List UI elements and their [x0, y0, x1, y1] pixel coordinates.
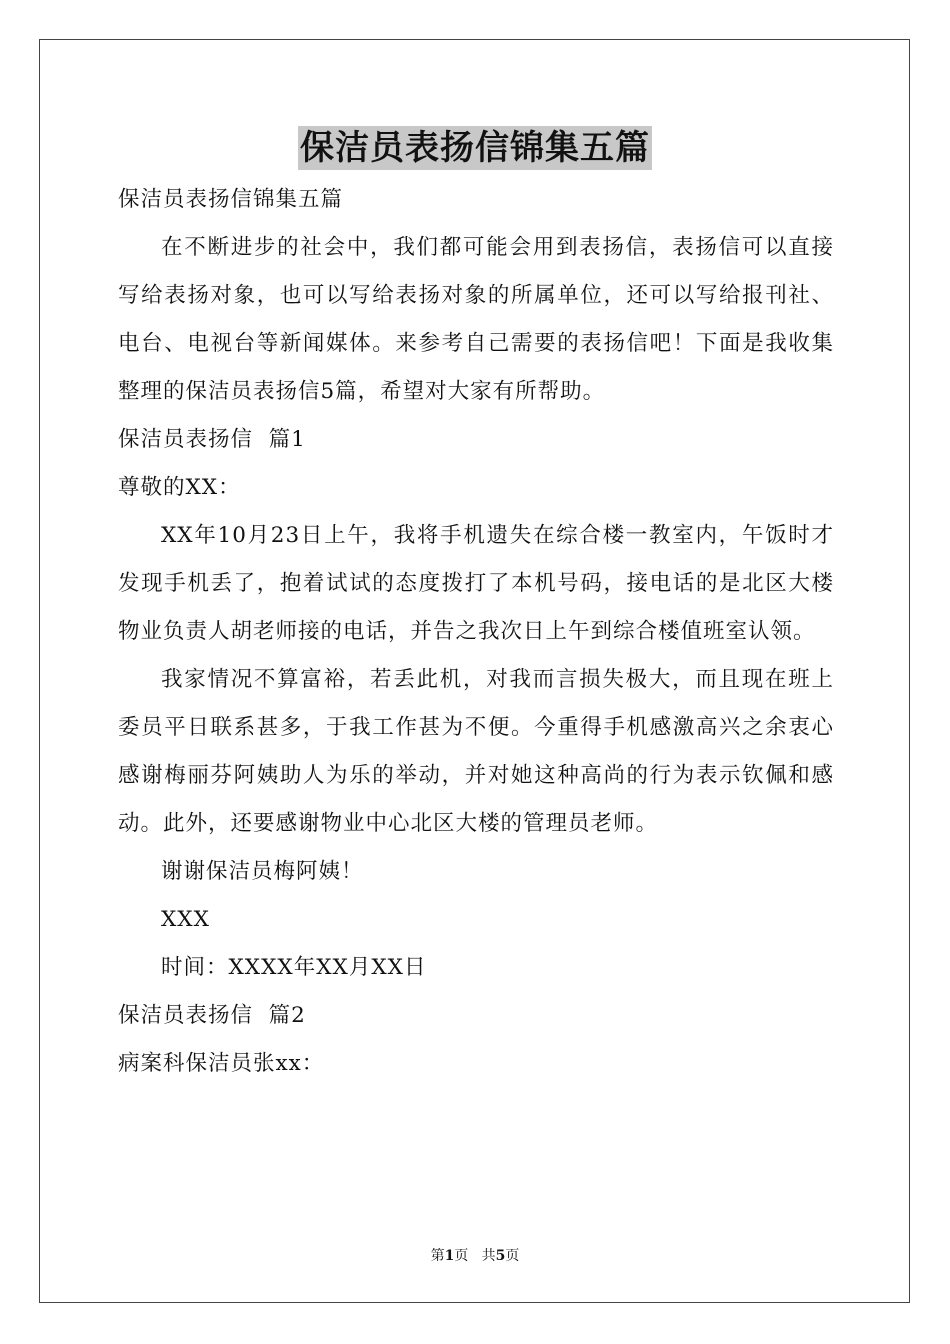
footer-page-number: 1 [444, 1248, 455, 1264]
letter1-date: 时间：XXXX年XX月XX日 [161, 955, 427, 980]
footer-label-post: 页 [505, 1248, 520, 1264]
letter2-salutation: 病案科保洁员张xx： [118, 1051, 325, 1076]
letter1-paragraph-1: XX年10月23日上午，我将手机遗失在综合楼一教室内，午饭时才发现手机丢了，抱着试试的态度拨打了本机号码，接电话的是北区大楼物业负责人胡老师接的电话，并告之我次日上午到综合楼值班室认领。 [118, 523, 834, 644]
document-title: 保洁员表扬信锦集五篇 [300, 128, 650, 168]
letter1-thanks: 谢谢保洁员梅阿姨！ [161, 859, 364, 884]
letter2-heading: 保洁员表扬信 篇2 [118, 1003, 306, 1028]
letter1-salutation: 尊敬的XX： [118, 475, 241, 500]
footer-label-mid: 页 共 [454, 1248, 496, 1264]
letter1-paragraph-2: 我家情况不算富裕，若丢此机，对我而言损失极大，而且现在班上委员平日联系甚多，于我工作甚为不便。今重得手机感激高兴之余衷心感谢梅丽芬阿姨助人为乐的举动，并对她这种高尚的行为表示钦佩和感动。此外，还要感谢物业中心北区大楼的管理员老师。 [118, 667, 834, 836]
title-wrap [0, 126, 950, 170]
letter1-heading: 保洁员表扬信 篇1 [118, 427, 306, 452]
document-body [118, 176, 834, 1088]
letter1-signature: XXX [161, 907, 210, 932]
footer-total-pages: 5 [495, 1248, 506, 1264]
intro-paragraph: 在不断进步的社会中，我们都可能会用到表扬信，表扬信可以直接写给表扬对象，也可以写给表扬对象的所属单位，还可以写给报刊社、电台、电视台等新闻媒体。来参考自己需要的表扬信吧！下面是我收集整理的保洁员表扬信5篇，希望对大家有所帮助。 [118, 235, 834, 404]
footer-label-pre: 第 [430, 1248, 445, 1264]
document-subtitle: 保洁员表扬信锦集五篇 [118, 187, 344, 212]
page-footer [0, 1246, 950, 1266]
